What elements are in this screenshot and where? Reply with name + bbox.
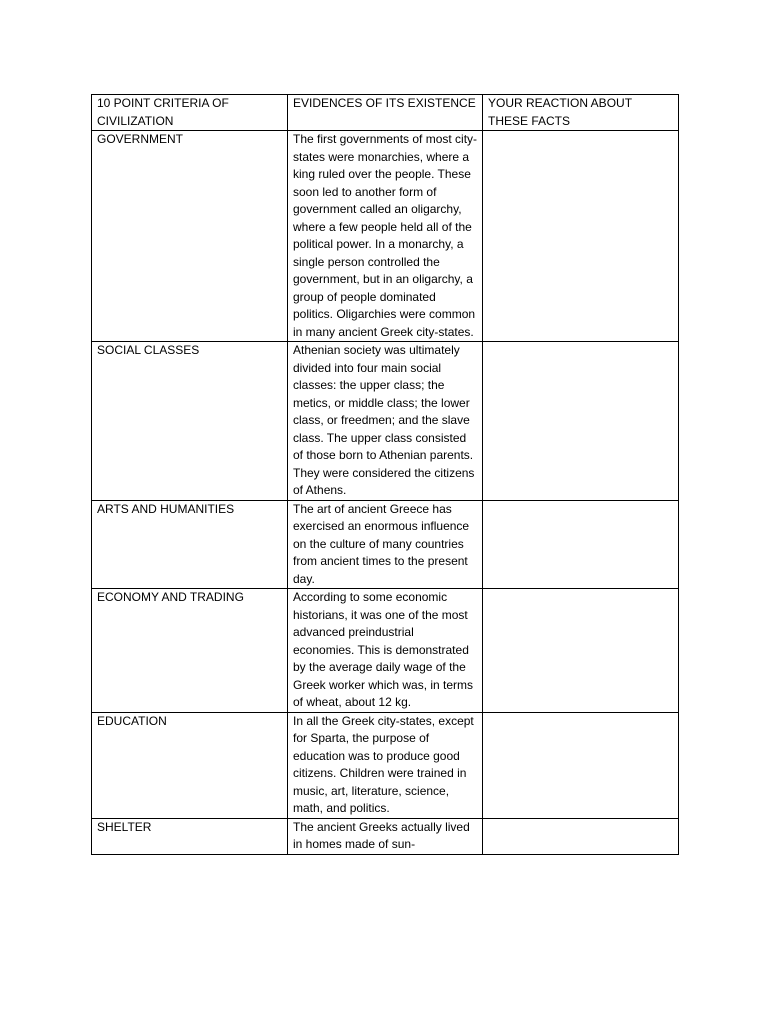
criterion-cell: SOCIAL CLASSES: [92, 342, 288, 501]
reaction-cell: [483, 818, 679, 854]
header-criteria: 10 POINT CRITERIA OF CIVILIZATION: [92, 95, 288, 131]
header-evidences: EVIDENCES OF ITS EXISTENCE: [288, 95, 483, 131]
evidence-cell: The first governments of most city-states were monarchies, where a king ruled over the people. These soon led to another form of government called an oligarchy, where a few people held all of the political power. In a monarchy, a single person controlled the government, but in an oligarchy, a group of people dominated politics. Oligarchies were common in many ancient Greek city-states.: [288, 131, 483, 342]
reaction-cell: [483, 589, 679, 713]
criterion-cell: GOVERNMENT: [92, 131, 288, 342]
reaction-cell: [483, 131, 679, 342]
reaction-cell: [483, 712, 679, 818]
evidence-cell: In all the Greek city-states, except for Sparta, the purpose of education was to produce good citizens. Children were trained in music, art, literature, science, math, and politics.: [288, 712, 483, 818]
table-row: [92, 131, 679, 342]
table-row: [92, 818, 679, 854]
reaction-cell: [483, 342, 679, 501]
criterion-cell: EDUCATION: [92, 712, 288, 818]
header-reaction: YOUR REACTION ABOUT THESE FACTS: [483, 95, 679, 131]
civilization-criteria-table: [91, 94, 679, 855]
table-row: [92, 712, 679, 818]
criterion-cell: ECONOMY AND TRADING: [92, 589, 288, 713]
table-header-row: [92, 95, 679, 131]
evidence-cell: According to some economic historians, it was one of the most advanced preindustrial economies. This is demonstrated by the average daily wage of the Greek worker which was, in terms of wheat, about 12 kg.: [288, 589, 483, 713]
table-row: [92, 589, 679, 713]
evidence-cell: The art of ancient Greece has exercised an enormous influence on the culture of many countries from ancient times to the present day.: [288, 500, 483, 589]
criterion-cell: ARTS AND HUMANITIES: [92, 500, 288, 589]
criterion-cell: SHELTER: [92, 818, 288, 854]
table-row: [92, 500, 679, 589]
evidence-cell: The ancient Greeks actually lived in homes made of sun-: [288, 818, 483, 854]
table-row: [92, 342, 679, 501]
evidence-cell: Athenian society was ultimately divided into four main social classes: the upper class; the metics, or middle class; the lower class, or freedmen; and the slave class. The upper class consisted of those born to Athenian parents. They were considered the citizens of Athens.: [288, 342, 483, 501]
reaction-cell: [483, 500, 679, 589]
